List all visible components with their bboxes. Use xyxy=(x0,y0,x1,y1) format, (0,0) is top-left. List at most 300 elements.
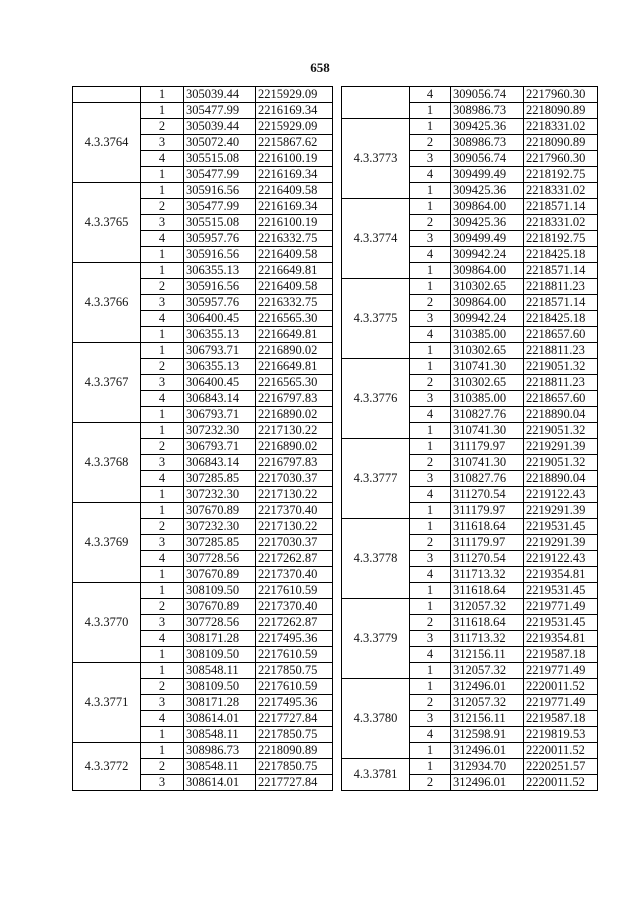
point-number-cell: 4 xyxy=(141,231,184,247)
y-coordinate-cell: 2217495.36 xyxy=(256,631,333,647)
point-number-cell: 4 xyxy=(141,711,184,727)
point-number-cell: 4 xyxy=(141,311,184,327)
x-coordinate-cell: 305916.56 xyxy=(184,279,256,295)
y-coordinate-cell: 2218090.89 xyxy=(524,135,598,151)
y-coordinate-cell: 2217610.59 xyxy=(256,583,333,599)
point-number-cell: 1 xyxy=(410,263,451,279)
x-coordinate-cell: 309425.36 xyxy=(451,183,524,199)
x-coordinate-cell: 310827.76 xyxy=(451,407,524,423)
point-number-cell: 1 xyxy=(141,407,184,423)
y-coordinate-cell: 2216649.81 xyxy=(256,263,333,279)
y-coordinate-cell: 2218811.23 xyxy=(524,343,598,359)
y-coordinate-cell: 2218331.02 xyxy=(524,215,598,231)
table-row xyxy=(342,279,598,295)
point-number-cell: 1 xyxy=(410,663,451,679)
point-number-cell: 1 xyxy=(141,663,184,679)
parcel-id-cell: 4.3.3767 xyxy=(73,343,141,423)
parcel-id-cell: 4.3.3766 xyxy=(73,263,141,343)
y-coordinate-cell: 2220251.57 xyxy=(524,759,598,775)
point-number-cell: 1 xyxy=(141,183,184,199)
x-coordinate-cell: 309942.24 xyxy=(451,311,524,327)
x-coordinate-cell: 307728.56 xyxy=(184,551,256,567)
point-number-cell: 4 xyxy=(410,727,451,743)
x-coordinate-cell: 306843.14 xyxy=(184,455,256,471)
x-coordinate-cell: 309425.36 xyxy=(451,215,524,231)
point-number-cell: 1 xyxy=(141,103,184,119)
point-number-cell: 1 xyxy=(410,679,451,695)
x-coordinate-cell: 312156.11 xyxy=(451,647,524,663)
y-coordinate-cell: 2216169.34 xyxy=(256,103,333,119)
x-coordinate-cell: 307670.89 xyxy=(184,503,256,519)
point-number-cell: 2 xyxy=(410,535,451,551)
table-body xyxy=(73,87,333,791)
y-coordinate-cell: 2217960.30 xyxy=(524,151,598,167)
x-coordinate-cell: 312496.01 xyxy=(451,775,524,791)
point-number-cell: 3 xyxy=(410,551,451,567)
point-number-cell: 1 xyxy=(410,759,451,775)
x-coordinate-cell: 308109.50 xyxy=(184,583,256,599)
parcel-id-cell: 4.3.3780 xyxy=(342,679,410,759)
x-coordinate-cell: 310302.65 xyxy=(451,343,524,359)
y-coordinate-cell: 2219531.45 xyxy=(524,583,598,599)
x-coordinate-cell: 306400.45 xyxy=(184,375,256,391)
y-coordinate-cell: 2218425.18 xyxy=(524,311,598,327)
y-coordinate-cell: 2218657.60 xyxy=(524,391,598,407)
y-coordinate-cell: 2216409.58 xyxy=(256,279,333,295)
point-number-cell: 1 xyxy=(141,167,184,183)
y-coordinate-cell: 2219819.53 xyxy=(524,727,598,743)
x-coordinate-cell: 306843.14 xyxy=(184,391,256,407)
point-number-cell: 1 xyxy=(410,359,451,375)
x-coordinate-cell: 310385.00 xyxy=(451,391,524,407)
y-coordinate-cell: 2217370.40 xyxy=(256,567,333,583)
x-coordinate-cell: 307285.85 xyxy=(184,535,256,551)
x-coordinate-cell: 310385.00 xyxy=(451,327,524,343)
parcel-id-cell: 4.3.3764 xyxy=(73,103,141,183)
table-body xyxy=(342,87,598,791)
y-coordinate-cell: 2218811.23 xyxy=(524,375,598,391)
x-coordinate-cell: 308986.73 xyxy=(184,743,256,759)
point-number-cell: 4 xyxy=(410,567,451,583)
x-coordinate-cell: 305072.40 xyxy=(184,135,256,151)
point-number-cell: 4 xyxy=(410,87,451,103)
table-row xyxy=(73,423,333,439)
x-coordinate-cell: 312057.32 xyxy=(451,599,524,615)
parcel-id-cell: 4.3.3772 xyxy=(73,743,141,791)
y-coordinate-cell: 2219051.32 xyxy=(524,423,598,439)
y-coordinate-cell: 2217262.87 xyxy=(256,615,333,631)
y-coordinate-cell: 2216649.81 xyxy=(256,327,333,343)
point-number-cell: 1 xyxy=(410,183,451,199)
x-coordinate-cell: 307670.89 xyxy=(184,599,256,615)
parcel-id-cell: 4.3.3781 xyxy=(342,759,410,791)
table-row xyxy=(342,599,598,615)
point-number-cell: 1 xyxy=(410,423,451,439)
x-coordinate-cell: 308109.50 xyxy=(184,679,256,695)
point-number-cell: 1 xyxy=(141,503,184,519)
parcel-id-cell: 4.3.3776 xyxy=(342,359,410,439)
point-number-cell: 1 xyxy=(141,487,184,503)
y-coordinate-cell: 2217850.75 xyxy=(256,727,333,743)
y-coordinate-cell: 2219531.45 xyxy=(524,519,598,535)
point-number-cell: 2 xyxy=(410,695,451,711)
y-coordinate-cell: 2219291.39 xyxy=(524,535,598,551)
x-coordinate-cell: 306355.13 xyxy=(184,359,256,375)
point-number-cell: 2 xyxy=(141,679,184,695)
x-coordinate-cell: 310302.65 xyxy=(451,375,524,391)
y-coordinate-cell: 2218331.02 xyxy=(524,119,598,135)
point-number-cell: 3 xyxy=(141,295,184,311)
point-number-cell: 4 xyxy=(410,407,451,423)
parcel-id-cell: 4.3.3777 xyxy=(342,439,410,519)
point-number-cell: 3 xyxy=(141,215,184,231)
x-coordinate-cell: 311713.32 xyxy=(451,567,524,583)
y-coordinate-cell: 2219587.18 xyxy=(524,647,598,663)
x-coordinate-cell: 312496.01 xyxy=(451,679,524,695)
y-coordinate-cell: 2219122.43 xyxy=(524,487,598,503)
y-coordinate-cell: 2217262.87 xyxy=(256,551,333,567)
parcel-id-cell: 4.3.3769 xyxy=(73,503,141,583)
y-coordinate-cell: 2217130.22 xyxy=(256,487,333,503)
y-coordinate-cell: 2216332.75 xyxy=(256,295,333,311)
y-coordinate-cell: 2217850.75 xyxy=(256,663,333,679)
point-number-cell: 4 xyxy=(141,631,184,647)
x-coordinate-cell: 311618.64 xyxy=(451,615,524,631)
x-coordinate-cell: 311618.64 xyxy=(451,583,524,599)
x-coordinate-cell: 312057.32 xyxy=(451,695,524,711)
y-coordinate-cell: 2219354.81 xyxy=(524,631,598,647)
y-coordinate-cell: 2219051.32 xyxy=(524,359,598,375)
point-number-cell: 4 xyxy=(141,551,184,567)
x-coordinate-cell: 306793.71 xyxy=(184,439,256,455)
y-coordinate-cell: 2219771.49 xyxy=(524,599,598,615)
y-coordinate-cell: 2215929.09 xyxy=(256,87,333,103)
y-coordinate-cell: 2216409.58 xyxy=(256,247,333,263)
y-coordinate-cell: 2216890.02 xyxy=(256,439,333,455)
point-number-cell: 3 xyxy=(410,391,451,407)
x-coordinate-cell: 309056.74 xyxy=(451,151,524,167)
y-coordinate-cell: 2216169.34 xyxy=(256,167,333,183)
x-coordinate-cell: 311713.32 xyxy=(451,631,524,647)
point-number-cell: 3 xyxy=(410,151,451,167)
table-row xyxy=(342,679,598,695)
x-coordinate-cell: 307232.30 xyxy=(184,519,256,535)
x-coordinate-cell: 307232.30 xyxy=(184,487,256,503)
point-number-cell: 1 xyxy=(410,583,451,599)
point-number-cell: 1 xyxy=(141,327,184,343)
parcel-id-cell: 4.3.3768 xyxy=(73,423,141,503)
parcel-id-cell xyxy=(73,87,141,103)
point-number-cell: 4 xyxy=(410,247,451,263)
x-coordinate-cell: 311179.97 xyxy=(451,439,524,455)
point-number-cell: 2 xyxy=(410,135,451,151)
y-coordinate-cell: 2218657.60 xyxy=(524,327,598,343)
x-coordinate-cell: 305515.08 xyxy=(184,151,256,167)
y-coordinate-cell: 2217370.40 xyxy=(256,599,333,615)
y-coordinate-cell: 2217727.84 xyxy=(256,711,333,727)
y-coordinate-cell: 2218811.23 xyxy=(524,279,598,295)
x-coordinate-cell: 311270.54 xyxy=(451,551,524,567)
point-number-cell: 2 xyxy=(141,599,184,615)
x-coordinate-cell: 312934.70 xyxy=(451,759,524,775)
y-coordinate-cell: 2216797.83 xyxy=(256,455,333,471)
point-number-cell: 1 xyxy=(410,103,451,119)
point-number-cell: 1 xyxy=(410,439,451,455)
x-coordinate-cell: 309942.24 xyxy=(451,247,524,263)
table-row xyxy=(73,343,333,359)
parcel-id-cell: 4.3.3774 xyxy=(342,199,410,279)
point-number-cell: 2 xyxy=(410,215,451,231)
y-coordinate-cell: 2217370.40 xyxy=(256,503,333,519)
point-number-cell: 3 xyxy=(410,711,451,727)
y-coordinate-cell: 2215929.09 xyxy=(256,119,333,135)
parcel-id-cell: 4.3.3779 xyxy=(342,599,410,679)
y-coordinate-cell: 2217610.59 xyxy=(256,679,333,695)
point-number-cell: 2 xyxy=(141,359,184,375)
y-coordinate-cell: 2216890.02 xyxy=(256,407,333,423)
x-coordinate-cell: 309864.00 xyxy=(451,295,524,311)
point-number-cell: 2 xyxy=(410,295,451,311)
parcel-id-cell: 4.3.3770 xyxy=(73,583,141,663)
x-coordinate-cell: 309864.00 xyxy=(451,199,524,215)
point-number-cell: 3 xyxy=(141,135,184,151)
x-coordinate-cell: 309499.49 xyxy=(451,231,524,247)
y-coordinate-cell: 2216565.30 xyxy=(256,375,333,391)
table-row xyxy=(342,199,598,215)
table-row xyxy=(73,663,333,679)
y-coordinate-cell: 2218890.04 xyxy=(524,407,598,423)
y-coordinate-cell: 2216409.58 xyxy=(256,183,333,199)
y-coordinate-cell: 2219354.81 xyxy=(524,567,598,583)
parcel-id-cell: 4.3.3775 xyxy=(342,279,410,359)
point-number-cell: 1 xyxy=(410,343,451,359)
x-coordinate-cell: 311179.97 xyxy=(451,535,524,551)
parcel-id-cell: 4.3.3771 xyxy=(73,663,141,743)
point-number-cell: 2 xyxy=(141,519,184,535)
x-coordinate-cell: 306355.13 xyxy=(184,327,256,343)
x-coordinate-cell: 307232.30 xyxy=(184,423,256,439)
point-number-cell: 3 xyxy=(410,231,451,247)
point-number-cell: 1 xyxy=(410,119,451,135)
y-coordinate-cell: 2216890.02 xyxy=(256,343,333,359)
y-coordinate-cell: 2218571.14 xyxy=(524,199,598,215)
x-coordinate-cell: 305477.99 xyxy=(184,167,256,183)
x-coordinate-cell: 305916.56 xyxy=(184,183,256,199)
parcel-id-cell: 4.3.3773 xyxy=(342,119,410,199)
y-coordinate-cell: 2217130.22 xyxy=(256,423,333,439)
y-coordinate-cell: 2219051.32 xyxy=(524,455,598,471)
point-number-cell: 1 xyxy=(141,263,184,279)
y-coordinate-cell: 2219291.39 xyxy=(524,503,598,519)
y-coordinate-cell: 2220011.52 xyxy=(524,743,598,759)
point-number-cell: 4 xyxy=(141,151,184,167)
point-number-cell: 2 xyxy=(410,615,451,631)
y-coordinate-cell: 2216565.30 xyxy=(256,311,333,327)
y-coordinate-cell: 2218090.89 xyxy=(524,103,598,119)
point-number-cell: 3 xyxy=(141,455,184,471)
point-number-cell: 2 xyxy=(410,375,451,391)
point-number-cell: 1 xyxy=(141,647,184,663)
y-coordinate-cell: 2217610.59 xyxy=(256,647,333,663)
table-row xyxy=(342,119,598,135)
table-row xyxy=(342,87,598,103)
x-coordinate-cell: 309056.74 xyxy=(451,87,524,103)
point-number-cell: 1 xyxy=(410,743,451,759)
x-coordinate-cell: 311270.54 xyxy=(451,487,524,503)
table-row xyxy=(73,103,333,119)
y-coordinate-cell: 2218090.89 xyxy=(256,743,333,759)
table-row xyxy=(342,759,598,775)
y-coordinate-cell: 2217495.36 xyxy=(256,695,333,711)
y-coordinate-cell: 2217030.37 xyxy=(256,535,333,551)
point-number-cell: 4 xyxy=(410,167,451,183)
y-coordinate-cell: 2219771.49 xyxy=(524,663,598,679)
y-coordinate-cell: 2218192.75 xyxy=(524,167,598,183)
x-coordinate-cell: 312496.01 xyxy=(451,743,524,759)
x-coordinate-cell: 306400.45 xyxy=(184,311,256,327)
x-coordinate-cell: 305477.99 xyxy=(184,103,256,119)
y-coordinate-cell: 2218331.02 xyxy=(524,183,598,199)
x-coordinate-cell: 308548.11 xyxy=(184,663,256,679)
y-coordinate-cell: 2218571.14 xyxy=(524,263,598,279)
y-coordinate-cell: 2218890.04 xyxy=(524,471,598,487)
point-number-cell: 1 xyxy=(410,503,451,519)
x-coordinate-cell: 306793.71 xyxy=(184,407,256,423)
x-coordinate-cell: 305916.56 xyxy=(184,247,256,263)
point-number-cell: 3 xyxy=(141,695,184,711)
point-number-cell: 1 xyxy=(141,343,184,359)
point-number-cell: 2 xyxy=(141,119,184,135)
x-coordinate-cell: 305957.76 xyxy=(184,295,256,311)
point-number-cell: 3 xyxy=(141,775,184,791)
point-number-cell: 1 xyxy=(141,567,184,583)
x-coordinate-cell: 312057.32 xyxy=(451,663,524,679)
x-coordinate-cell: 305039.44 xyxy=(184,119,256,135)
table-row xyxy=(73,263,333,279)
x-coordinate-cell: 308986.73 xyxy=(451,135,524,151)
table-row xyxy=(342,439,598,455)
y-coordinate-cell: 2216649.81 xyxy=(256,359,333,375)
x-coordinate-cell: 308614.01 xyxy=(184,711,256,727)
point-number-cell: 1 xyxy=(141,423,184,439)
y-coordinate-cell: 2219771.49 xyxy=(524,695,598,711)
x-coordinate-cell: 310302.65 xyxy=(451,279,524,295)
x-coordinate-cell: 309425.36 xyxy=(451,119,524,135)
y-coordinate-cell: 2219587.18 xyxy=(524,711,598,727)
y-coordinate-cell: 2217727.84 xyxy=(256,775,333,791)
y-coordinate-cell: 2218192.75 xyxy=(524,231,598,247)
point-number-cell: 1 xyxy=(141,727,184,743)
y-coordinate-cell: 2217130.22 xyxy=(256,519,333,535)
point-number-cell: 1 xyxy=(141,87,184,103)
point-number-cell: 2 xyxy=(141,279,184,295)
table-row xyxy=(73,583,333,599)
point-number-cell: 4 xyxy=(141,391,184,407)
point-number-cell: 2 xyxy=(141,199,184,215)
y-coordinate-cell: 2217960.30 xyxy=(524,87,598,103)
x-coordinate-cell: 310741.30 xyxy=(451,359,524,375)
point-number-cell: 1 xyxy=(141,583,184,599)
point-number-cell: 4 xyxy=(141,471,184,487)
x-coordinate-cell: 310741.30 xyxy=(451,455,524,471)
point-number-cell: 1 xyxy=(410,199,451,215)
point-number-cell: 4 xyxy=(410,487,451,503)
point-number-cell: 1 xyxy=(141,247,184,263)
table-row xyxy=(342,519,598,535)
point-number-cell: 4 xyxy=(410,327,451,343)
point-number-cell: 1 xyxy=(410,599,451,615)
y-coordinate-cell: 2216100.19 xyxy=(256,215,333,231)
x-coordinate-cell: 308171.28 xyxy=(184,695,256,711)
point-number-cell: 3 xyxy=(141,535,184,551)
y-coordinate-cell: 2217030.37 xyxy=(256,471,333,487)
x-coordinate-cell: 307285.85 xyxy=(184,471,256,487)
page-number: 658 xyxy=(310,60,330,75)
point-number-cell: 3 xyxy=(410,471,451,487)
x-coordinate-cell: 308548.11 xyxy=(184,727,256,743)
y-coordinate-cell: 2215867.62 xyxy=(256,135,333,151)
y-coordinate-cell: 2216332.75 xyxy=(256,231,333,247)
y-coordinate-cell: 2216100.19 xyxy=(256,151,333,167)
x-coordinate-cell: 305477.99 xyxy=(184,199,256,215)
x-coordinate-cell: 311618.64 xyxy=(451,519,524,535)
point-number-cell: 2 xyxy=(410,775,451,791)
y-coordinate-cell: 2218571.14 xyxy=(524,295,598,311)
x-coordinate-cell: 305039.44 xyxy=(184,87,256,103)
x-coordinate-cell: 306793.71 xyxy=(184,343,256,359)
x-coordinate-cell: 305957.76 xyxy=(184,231,256,247)
x-coordinate-cell: 308986.73 xyxy=(451,103,524,119)
point-number-cell: 1 xyxy=(141,743,184,759)
point-number-cell: 3 xyxy=(141,375,184,391)
parcel-id-cell: 4.3.3778 xyxy=(342,519,410,599)
point-number-cell: 2 xyxy=(141,439,184,455)
y-coordinate-cell: 2220011.52 xyxy=(524,775,598,791)
coordinate-table-right xyxy=(341,86,598,791)
y-coordinate-cell: 2218425.18 xyxy=(524,247,598,263)
point-number-cell: 4 xyxy=(410,647,451,663)
x-coordinate-cell: 311179.97 xyxy=(451,503,524,519)
point-number-cell: 3 xyxy=(410,311,451,327)
table-row xyxy=(342,359,598,375)
y-coordinate-cell: 2219291.39 xyxy=(524,439,598,455)
y-coordinate-cell: 2217850.75 xyxy=(256,759,333,775)
table-row xyxy=(73,183,333,199)
x-coordinate-cell: 307728.56 xyxy=(184,615,256,631)
parcel-id-cell: 4.3.3765 xyxy=(73,183,141,263)
y-coordinate-cell: 2219531.45 xyxy=(524,615,598,631)
y-coordinate-cell: 2219122.43 xyxy=(524,551,598,567)
x-coordinate-cell: 309499.49 xyxy=(451,167,524,183)
x-coordinate-cell: 307670.89 xyxy=(184,567,256,583)
x-coordinate-cell: 312598.91 xyxy=(451,727,524,743)
point-number-cell: 2 xyxy=(410,455,451,471)
table-row xyxy=(73,743,333,759)
x-coordinate-cell: 308171.28 xyxy=(184,631,256,647)
x-coordinate-cell: 308614.01 xyxy=(184,775,256,791)
coordinate-table-left xyxy=(72,86,333,791)
parcel-id-cell xyxy=(342,87,410,119)
y-coordinate-cell: 2220011.52 xyxy=(524,679,598,695)
table-row xyxy=(73,503,333,519)
y-coordinate-cell: 2216797.83 xyxy=(256,391,333,407)
x-coordinate-cell: 312156.11 xyxy=(451,711,524,727)
x-coordinate-cell: 305515.08 xyxy=(184,215,256,231)
x-coordinate-cell: 309864.00 xyxy=(451,263,524,279)
x-coordinate-cell: 310741.30 xyxy=(451,423,524,439)
point-number-cell: 1 xyxy=(410,519,451,535)
table-row xyxy=(73,87,333,103)
